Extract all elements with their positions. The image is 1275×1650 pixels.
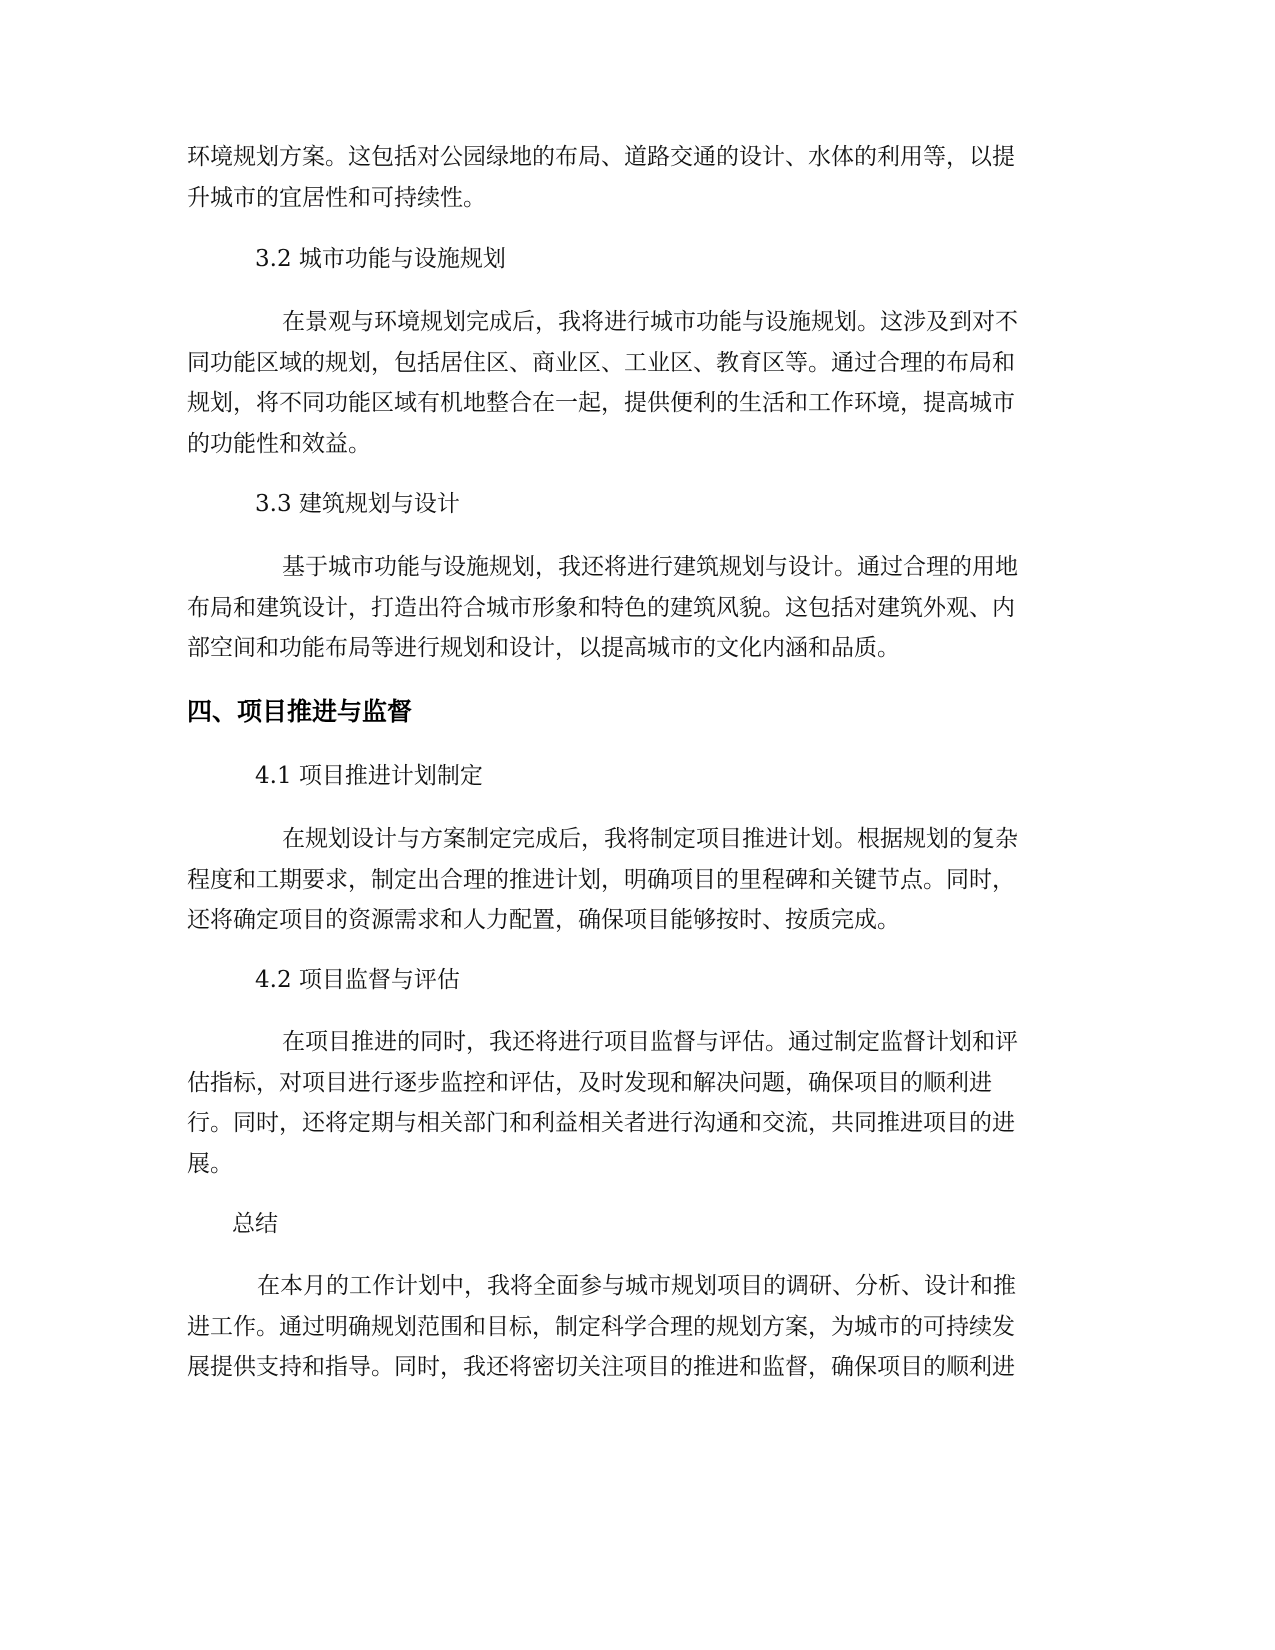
- text-line: 在规划设计与方案制定完成后，我将制定项目推进计划。根据规划的复杂: [282, 826, 1018, 852]
- text-line: 在本月的工作计划中，我将全面参与城市规划项目的调研、分析、设计和推: [257, 1273, 1016, 1299]
- subheading-3-3: 3.3 建筑规划与设计: [255, 491, 460, 517]
- paragraph-4-2: [187, 1022, 1087, 1184]
- text-line: 基于城市功能与设施规划，我还将进行建筑规划与设计。通过合理的用地: [282, 554, 1018, 580]
- subheading-4-2: 4.2 项目监督与评估: [255, 967, 460, 993]
- text-line: 的功能性和效益。: [187, 430, 371, 457]
- subheading-4-1: 4.1 项目推进计划制定: [255, 763, 483, 789]
- summary-heading: 总结: [232, 1211, 278, 1237]
- text-line: 在项目推进的同时，我还将进行项目监督与评估。通过制定监督计划和评: [282, 1029, 1018, 1055]
- text-line: 行。同时，还将定期与相关部门和利益相关者进行沟通和交流，共同推进项目的进: [187, 1110, 1015, 1136]
- text-line: 部空间和功能布局等进行规划和设计，以提高城市的文化内涵和品质。: [187, 635, 900, 661]
- paragraph-intro: [187, 137, 1087, 218]
- subheading-3-2: 3.2 城市功能与设施规划: [255, 246, 506, 272]
- text-line: 环境规划方案。这包括对公园绿地的布局、道路交通的设计、水体的利用等，以提: [187, 144, 1015, 170]
- paragraph-3-2: [187, 302, 1087, 464]
- text-line: 展提供支持和指导。同时，我还将密切关注项目的推进和监督，确保项目的顺利进: [187, 1354, 1015, 1380]
- section-4-heading: 四、项目推进与监督: [187, 697, 413, 726]
- text-line: 估指标，对项目进行逐步监控和评估，及时发现和解决问题，确保项目的顺利进: [187, 1069, 992, 1096]
- text-line: 程度和工期要求，制定出合理的推进计划，明确项目的里程碑和关键节点。同时，: [187, 866, 1015, 893]
- text-line: 布局和建筑设计，打造出符合城市形象和特色的建筑风貌。这包括对建筑外观、内: [187, 594, 1015, 621]
- text-line: 在景观与环境规划完成后，我将进行城市功能与设施规划。这涉及到对不: [282, 309, 1018, 335]
- text-line: 展。: [187, 1150, 233, 1177]
- text-line: 规划，将不同功能区域有机地整合在一起，提供便利的生活和工作环境，提高城市: [187, 390, 1015, 416]
- text-line: 还将确定项目的资源需求和人力配置，确保项目能够按时、按质完成。: [187, 907, 900, 933]
- paragraph-3-3: [187, 547, 1087, 669]
- paragraph-4-1: [187, 819, 1087, 941]
- paragraph-summary: [187, 1266, 1087, 1388]
- text-line: 进工作。通过明确规划范围和目标，制定科学合理的规划方案，为城市的可持续发: [187, 1313, 1015, 1340]
- text-line: 同功能区域的规划，包括居住区、商业区、工业区、教育区等。通过合理的布局和: [187, 349, 1015, 376]
- text-line: 升城市的宜居性和可持续性。: [187, 184, 486, 211]
